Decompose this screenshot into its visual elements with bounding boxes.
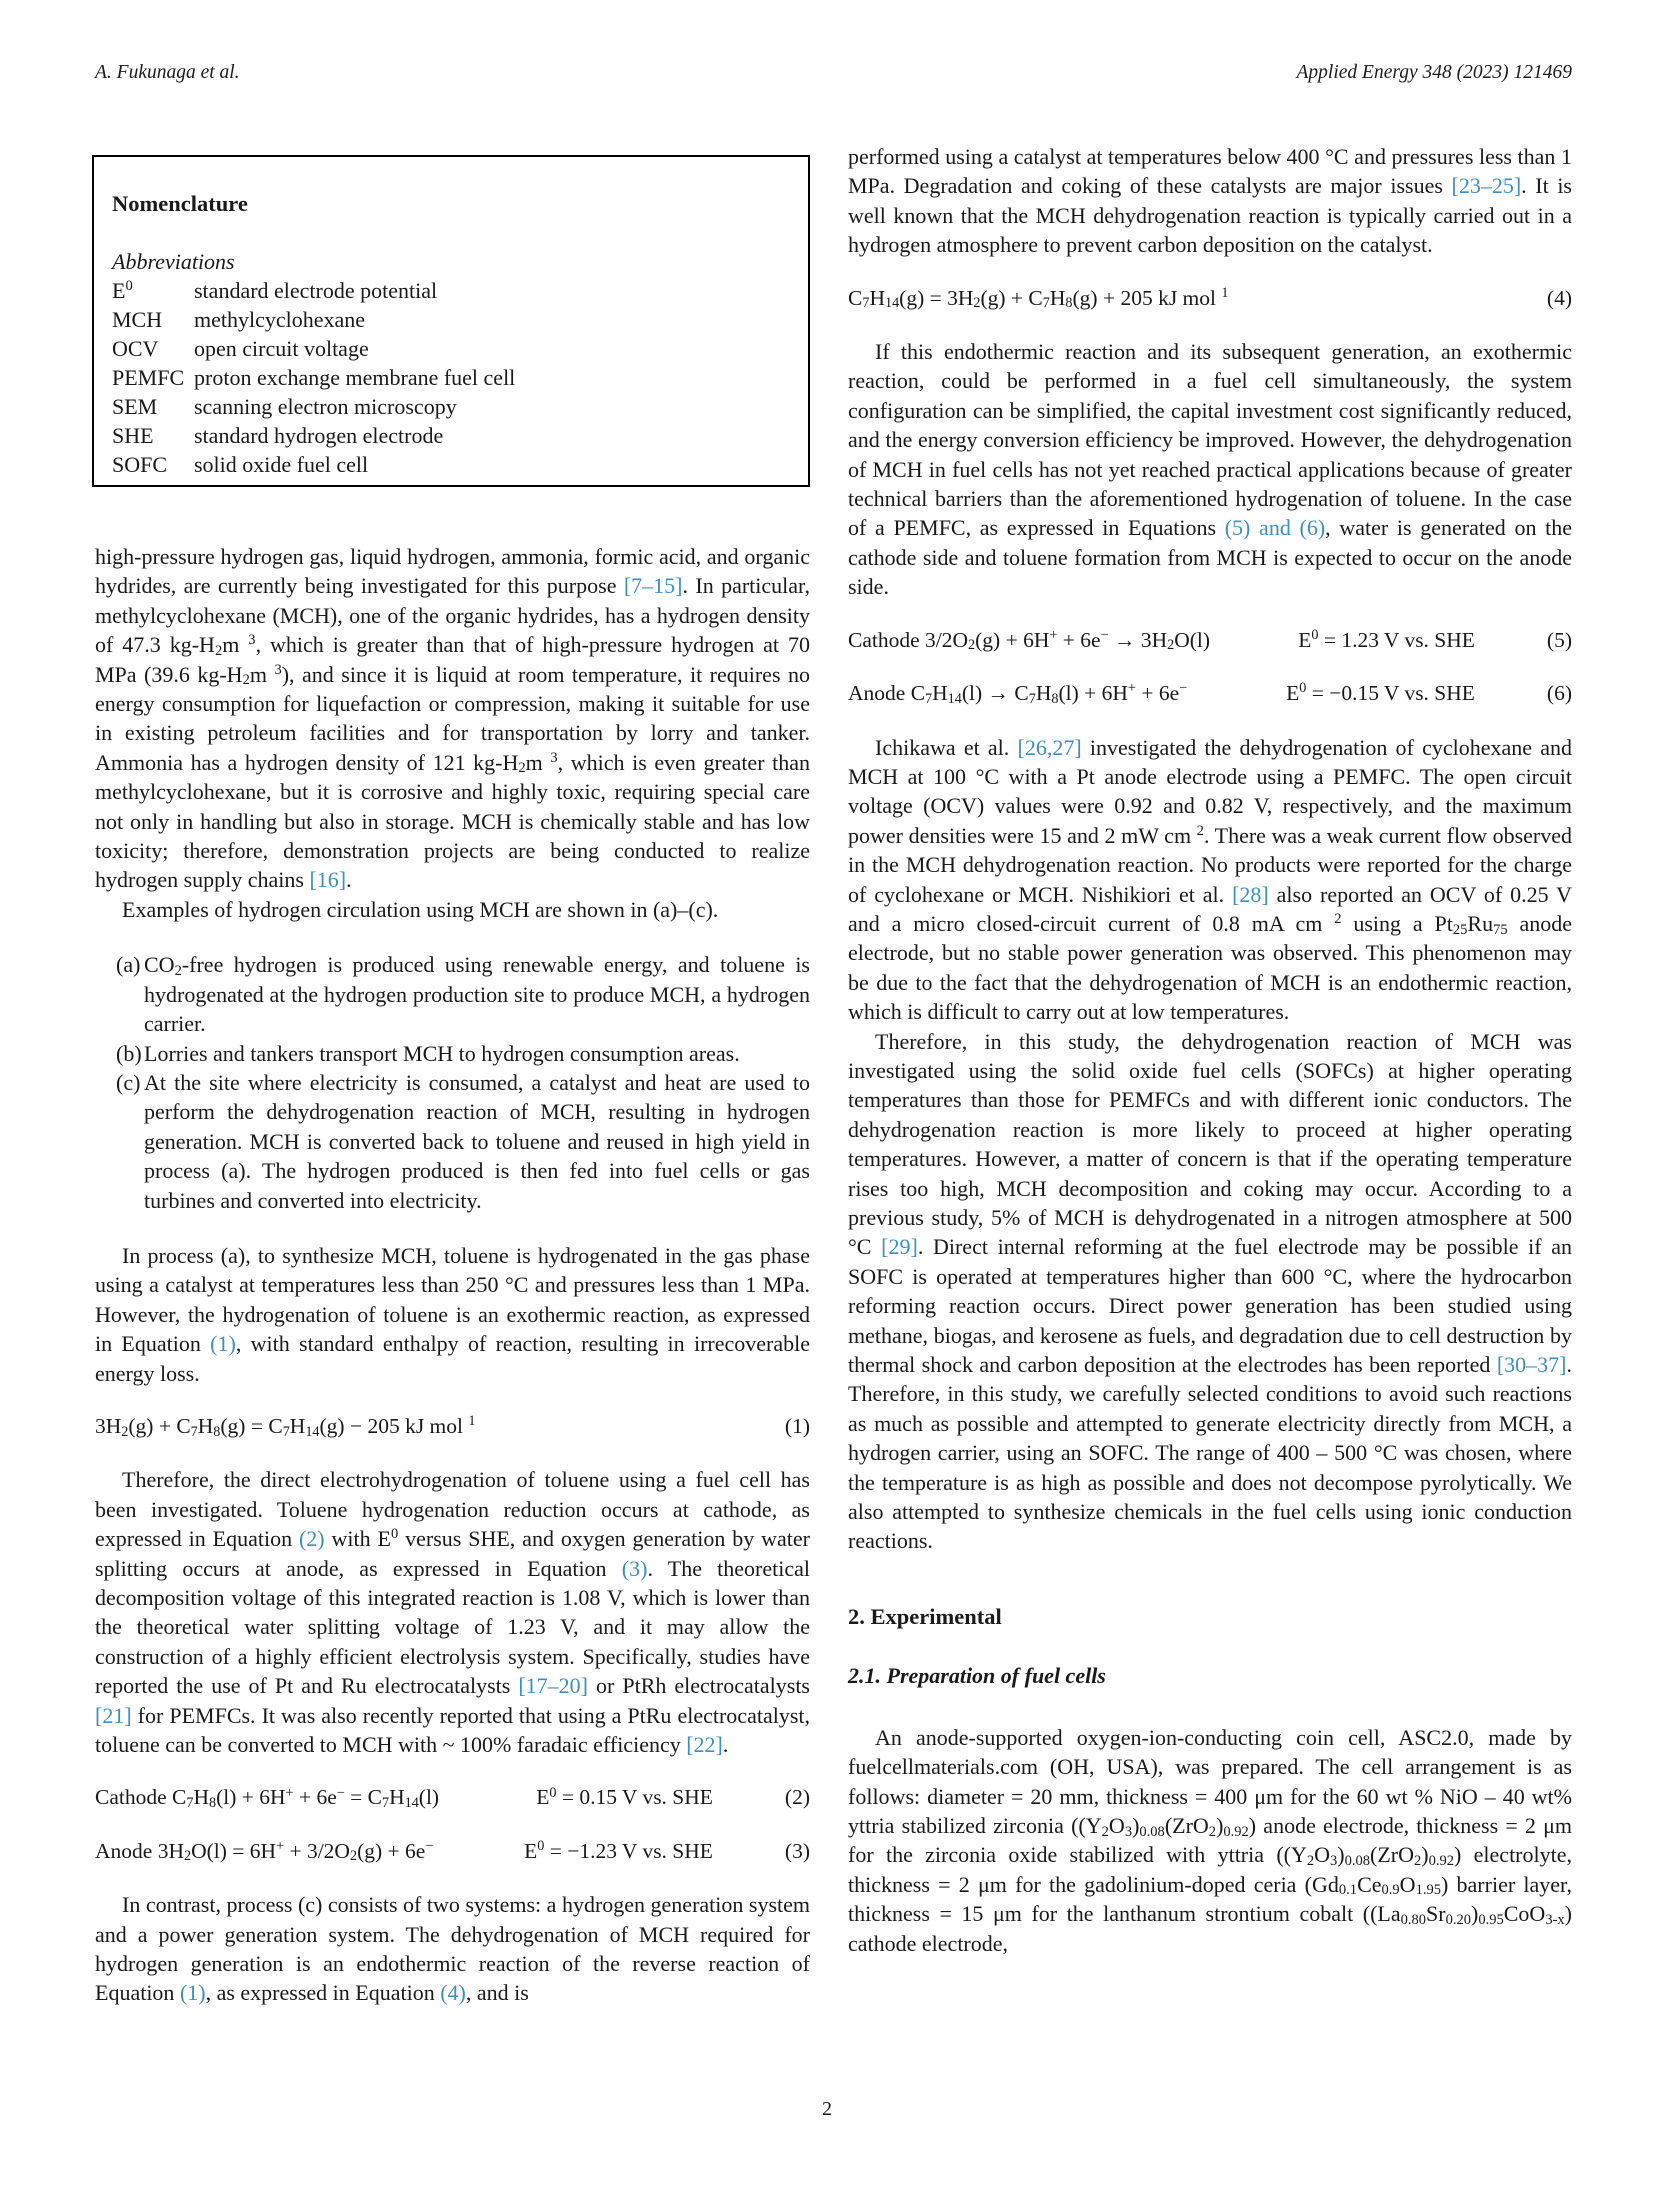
equation-5 — [848, 626, 1572, 655]
equation-3-formula: Anode $3H_2O(l) = 6H^+ + 3/2O_2(g) + 6e^-$ — [95, 1838, 434, 1865]
citation-link[interactable]: (2) — [298, 1526, 325, 1552]
nomenclature-term: methylcyclohexane — [194, 307, 366, 332]
paragraph-cell-preparation: An anode-supported oxygen-ion-conducting coin cell, ASC2.0, made by fuelcellmaterials.com (OH, USA), was prepared. The cell arrangement is as follows: diameter = 20 mm, thickness = 400 μm for the 60 wt % NiO – 40 wt% yttria stabilized zirconia $((Y_2O_3)_{0.08}(ZrO_2)_{0.92})$ anode electrode, thickness = 2 μm for the zirconia oxide stabilized with yttria $((Y_2O_3)_{0.08}(ZrO_2)_{0.92})$ electrolyte, thickness = 2 μm for the gadolinium-doped ceria $(Gd_{0.1}Ce_{0.9}O_{1.95})$ barrier layer, thickness = 15 μm for the lanthanum strontium cobalt $((La_{0.80}Sr_{0.20})_{0.95}CoO_{3-x})$ cathode electrode, — [848, 1724, 1573, 1956]
list-item-b — [95, 1039, 810, 1068]
nomenclature-box — [92, 155, 810, 487]
list-item-text: $CO_2$-free hydrogen is produced using renewable energy, and toluene is hydrogenated at the hydrogen production site to produce MCH, a hydrogen carrier. — [144, 952, 810, 1037]
equation-2 — [95, 1783, 810, 1812]
list-item-text: At the site where electricity is consumed, a catalyst and heat are used to perform the dehydrogenation reaction of MCH, resulting in hydrogen generation. MCH is converted back to toluene and reused in high yield in process (a). The hydrogen produced is then fed into fuel cells or gas turbines and converted into electricity. — [144, 1069, 810, 1213]
nomenclature-term: standard hydrogen electrode — [194, 423, 444, 448]
nomenclature-entry — [112, 450, 786, 479]
citation-link[interactable]: [29] — [881, 1234, 918, 1260]
nomenclature-entry — [112, 305, 786, 334]
paragraph-process-a: In process (a), to synthesize MCH, toluene is hydrogenated in the gas phase using a catalyst at temperatures less than 250 °C and pressures less than 1 MPa. However, the hydrogenation of toluene is an exothermic reaction, as expressed in Equation (1), with standard enthalpy of reaction, resulting in irrecoverable energy loss. — [95, 1242, 810, 1386]
nomenclature-term: proton exchange membrane fuel cell — [194, 365, 516, 390]
nomenclature-abbr: OCV — [112, 336, 159, 361]
equation-6-number: (6) — [1546, 681, 1572, 706]
nomenclature-title: Nomenclature — [112, 191, 248, 216]
paragraph-this-study: Therefore, in this study, the dehydrogenation reaction of MCH was investigated using the solid oxide fuel cells (SOFCs) at higher operating temperatures than those for PEMFCs and with different ionic conductors. The dehydrogenation reaction is more likely to proceed at higher operating temperatures. However, a matter of concern is that if the operating temperature rises too high, MCH decomposition and coking may occur. According to a previous study, 5% of MCH is dehydrogenated in a nitrogen atmosphere at 500 °C [29]. Direct internal reforming at the fuel electrode may be possible if an SOFC is operated at temperatures higher than 600 °C, where the hydrocarbon reforming reaction occurs. Direct power generation has been studied using methane, biogas, and kerosene as fuels, and degradation due to cell destruction by thermal shock and carbon deposition at the electrodes has been reported [30–37]. Therefore, in this study, we carefully selected conditions to avoid such reactions as much as possible and attempted to generate electricity directly from MCH, a hydrogen carrier, using an SOFC. The range of 400 – 500 °C was chosen, where the temperature is as high as possible and does not decompose pyrolytically. We also attempted to synthesize chemicals in the fuel cells using ionic conduction reactions. — [848, 1028, 1572, 1554]
nomenclature-abbr: SOFC — [112, 452, 168, 477]
paragraph-hydrogen-carriers: high-pressure hydrogen gas, liquid hydrogen, ammonia, formic acid, and organic hydrides, are currently being investigated for this purpose [7–15]. In particular, methylcyclohexane (MCH), one of the organic hydrides, has a hydrogen density of 47.3 $kg-H_2m$ $^3$, which is greater than that of high-pressure hydrogen at 70 MPa (39.6 $kg-H_2m$ $^3$), and since it is liquid at room temperature, it requires no energy consumption for liquefaction or compression, making it suitable for use in existing petroleum facilities and for transportation by lorry and tanker. Ammonia has a hydrogen density of 121 $kg-H_2m$ $^3$, which is even greater than methylcyclohexane, but it is corrosive and highly toxic, requiring special care not only in handling but also in storage. MCH is chemically stable and has low toxicity; therefore, demonstration projects are being conducted to realize hydrogen supply chains [16]. — [95, 544, 810, 893]
citation-link[interactable]: [22] — [686, 1732, 723, 1758]
nomenclature-entry — [112, 334, 786, 363]
citation-link[interactable]: [26,27] — [1017, 734, 1082, 760]
nomenclature-entry — [112, 276, 786, 305]
left-column — [95, 542, 810, 2008]
equation-1 — [95, 1412, 810, 1441]
list-item-c — [95, 1068, 810, 1215]
hydrogen-circulation-list — [95, 950, 810, 1215]
citation-link[interactable]: [7–15] — [623, 573, 683, 599]
paragraph-process-c: In contrast, process (c) consists of two systems: a hydrogen generation system and a power generation system. The dehydrogenation of MCH required for hydrogen generation is an endothermic reaction of the reverse reaction of Equation (1), as expressed in Equation (4), and is — [95, 1892, 810, 2006]
nomenclature-entry — [112, 363, 786, 392]
nomenclature-abbr: SHE — [112, 423, 154, 448]
header-journal: Applied Energy 348 (2023) 121469 — [1296, 62, 1572, 83]
paragraph-examples-intro: Examples of hydrogen circulation using MCH are shown in (a)–(c). — [122, 896, 719, 922]
citation-link[interactable]: [17–20] — [518, 1673, 588, 1699]
equation-6-formula: Anode $C_7H_{14}(l) \to C_7H_8(l) + 6H^+ + 6e^-$ — [848, 680, 1188, 707]
nomenclature-term: scanning electron microscopy — [194, 394, 457, 419]
nomenclature-entry — [112, 421, 786, 450]
nomenclature-group-label: Abbreviations — [112, 249, 235, 274]
citation-link[interactable]: [21] — [95, 1702, 132, 1728]
citation-link[interactable]: [28] — [1232, 881, 1269, 907]
equation-4-formula: $C_7H_{14}(g) = 3H_2(g) + C_7H_8(g) + 205$ kJ mol $^1$ — [848, 284, 1229, 312]
citation-link[interactable]: (5) and (6) — [1224, 515, 1326, 541]
citation-link[interactable]: (1) — [210, 1331, 236, 1357]
nomenclature-abbr: MCH — [112, 307, 163, 332]
equation-4-number: (4) — [1546, 285, 1572, 310]
equation-2-formula: Cathode $C_7H_8(l) + 6H^+ + 6e^- = C_7H_{14}(l)$ — [95, 1784, 440, 1811]
nomenclature-term: standard electrode potential — [194, 278, 438, 303]
page-number: 2 — [822, 2098, 832, 2120]
equation-2-number: (2) — [784, 1785, 810, 1810]
list-marker-a: (a) — [116, 952, 141, 978]
citation-link[interactable]: [30–37] — [1496, 1352, 1567, 1378]
paragraph-ichikawa: Ichikawa et al. [26,27] investigated the dehydrogenation of cyclohexane and MCH at 100 °C with a Pt anode electrode using a PEMFC. The open circuit voltage (OCV) values were 0.92 and 0.82 V, respectively, and the maximum power densities were 15 and 2 mW cm $^2$. There was a weak current flow observed in the MCH dehydrogenation reaction. No products were reported for the charge of cyclohexane or MCH. Nishikiori et al. [28] also reported an OCV of 0.25 V and a micro closed-circuit current of 0.8 mA cm $^2$ using a $Pt_{25}Ru_{75}$ anode electrode, but no stable power generation was observed. This phenomenon may be due to the fact that the dehydrogenation of MCH is an endothermic reaction, which is difficult to carry out at low temperatures. — [848, 734, 1572, 1025]
equation-5-number: (5) — [1546, 627, 1572, 652]
equation-5-potential: $E^0 = 1.23$ V vs. SHE — [1298, 626, 1475, 652]
equation-3-number: (3) — [784, 1838, 810, 1863]
equation-1-number: (1) — [784, 1413, 810, 1438]
equation-6-potential: $E^0 = -0.15$ V vs. SHE — [1286, 680, 1475, 706]
citation-link[interactable]: (3) — [621, 1555, 648, 1581]
citation-link[interactable]: [16] — [309, 867, 347, 893]
citation-link[interactable]: [23–25] — [1451, 173, 1522, 199]
equation-3-potential: $E^0 = -1.23$ V vs. SHE — [524, 1838, 713, 1863]
equation-2-potential: $E^0 = 0.15$ V vs. SHE — [536, 1784, 713, 1810]
equation-6 — [848, 679, 1572, 708]
paragraph-endothermic: If this endothermic reaction and its subsequent generation, an exothermic reaction, could be performed in a fuel cell simultaneously, the system configuration can be simplified, the capital investment cost significantly reduced, and the energy conversion efficiency be improved. However, the dehydrogenation of MCH in fuel cells has not yet reached practical applications because of greater technical barriers than the aforementioned hydrogenation of toluene. In the case of a PEMFC, as expressed in Equations (5) and (6), water is generated on the cathode side and toluene formation from MCH is expected to occur on the anode side. — [848, 339, 1573, 600]
nomenclature-entry — [112, 392, 786, 421]
section-heading-experimental: 2. Experimental — [848, 1603, 1002, 1629]
list-marker-c: (c) — [116, 1069, 141, 1095]
citation-link[interactable]: (4) — [440, 1980, 466, 2006]
header-author: A. Fukunaga et al. — [95, 62, 240, 83]
nomenclature-term: solid oxide fuel cell — [194, 452, 369, 477]
list-item-a — [95, 950, 810, 1038]
nomenclature-abbr: SEM — [112, 394, 158, 419]
paragraph-catalyst: performed using a catalyst at temperatures below 400 °C and pressures less than 1 MPa. Degradation and coking of these catalysts are major issues [23–25]. It is well known that the MCH dehydrogenation reaction is typically carried out in a hydrogen atmosphere to prevent carbon deposition on the catalyst. — [848, 144, 1572, 258]
citation-link[interactable]: (1) — [179, 1980, 206, 2006]
equation-1-formula: $3H_2(g) + C_7H_8(g) = C_7H_{14}(g) - 205$ kJ mol $^1$ — [95, 1413, 476, 1440]
paragraph-electrohydrogenation: Therefore, the direct electrohydrogenation of toluene using a fuel cell has been investigated. Toluene hydrogenation reduction occurs at cathode, as expressed in Equation (2) with $E^0$ versus SHE, and oxygen generation by water splitting occurs at anode, as expressed in Equation (3). The theoretical decomposition voltage of this integrated reaction is 1.08 V, which is lower than the theoretical water splitting voltage of 1.23 V, and it may allow the construction of a highly efficient electrolysis system. Specifically, studies have reported the use of Pt and Ru electrocatalysts [17–20] or PtRh electrocatalysts [21] for PEMFCs. It was also recently reported that using a PtRu electrocatalyst, toluene can be converted to MCH with ~ 100% faradaic efficiency [22]. — [95, 1467, 811, 1758]
list-marker-b: (b) — [116, 1040, 142, 1066]
equation-5-formula: Cathode $3/2O_2(g) + 6H^+ + 6e^- \to 3H_2O(l)$ — [848, 626, 1211, 654]
page-header — [95, 62, 1572, 84]
nomenclature-abbr: $E^0$ — [112, 278, 133, 303]
equation-4 — [848, 284, 1572, 313]
subsection-heading-preparation: 2.1. Preparation of fuel cells — [848, 1663, 1106, 1689]
nomenclature-abbr: PEMFC — [112, 365, 185, 390]
equation-3 — [95, 1837, 810, 1866]
list-item-text: Lorries and tankers transport MCH to hydrogen consumption areas. — [144, 1040, 740, 1066]
nomenclature-term: open circuit voltage — [194, 336, 369, 361]
right-column — [848, 142, 1572, 1958]
